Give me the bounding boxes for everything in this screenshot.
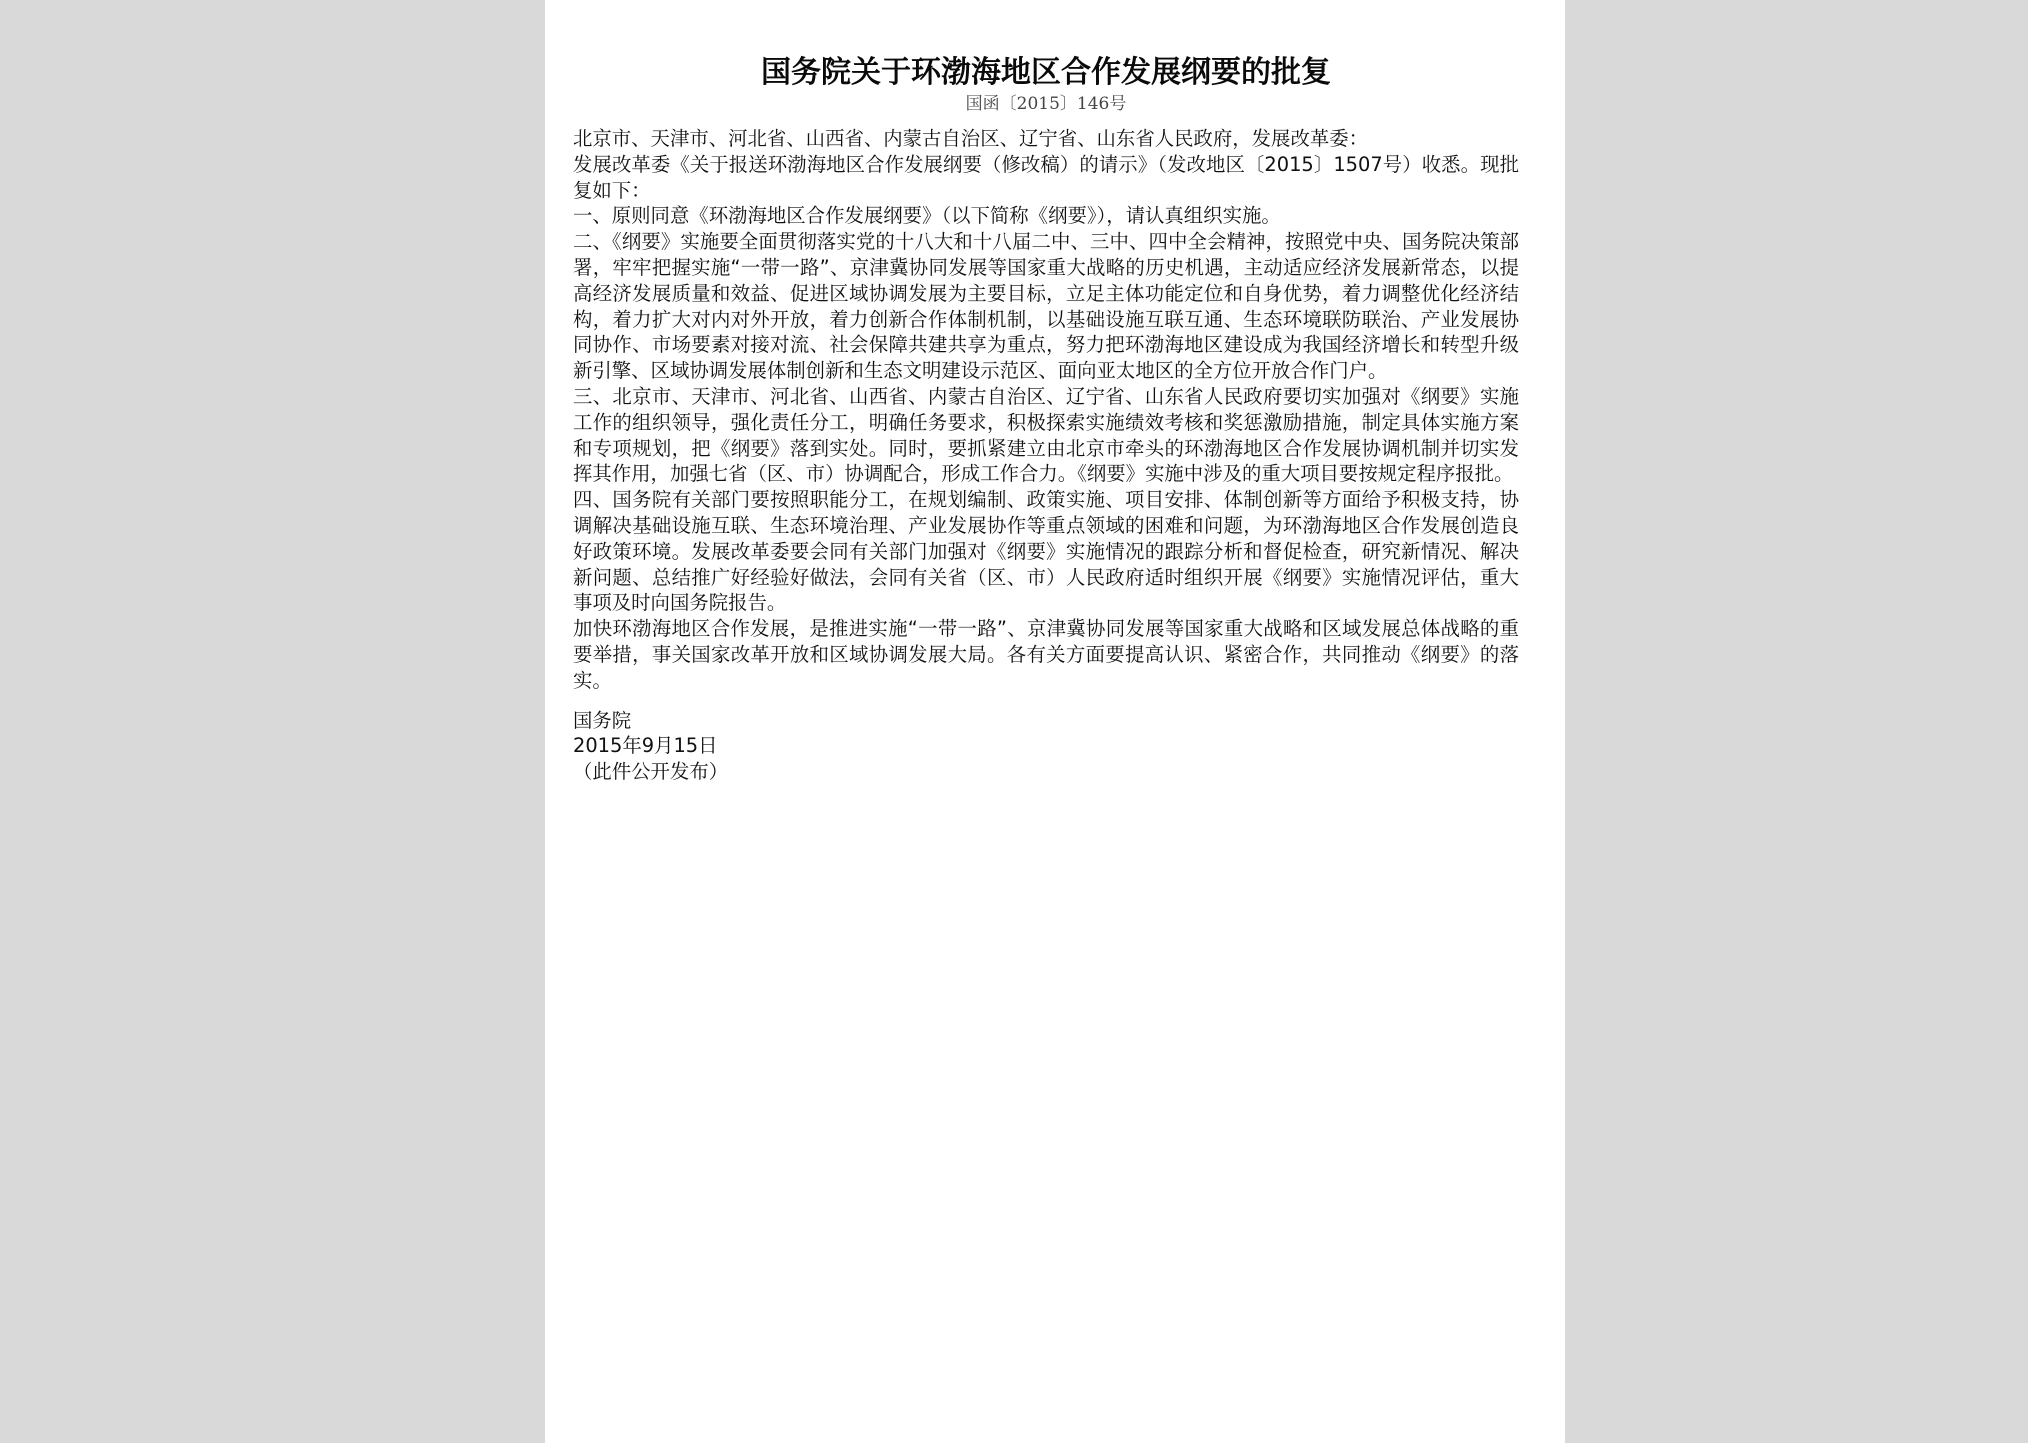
- paragraph-1: 一、原则同意《环渤海地区合作发展纲要》（以下简称《纲要》），请认真组织实施。: [573, 204, 1281, 228]
- signature-block: [573, 708, 1519, 785]
- document-number: 国函〔2015〕146号: [965, 94, 1127, 114]
- paragraph-intro: 发展改革委《关于报送环渤海地区合作发展纲要（修改稿）的请示》（发改地区〔2015〕1507号）收悉。现批复如下：: [573, 152, 1519, 202]
- document-page: [545, 0, 1565, 1443]
- document-body: [573, 126, 1519, 694]
- document-title: 国务院关于环渤海地区合作发展纲要的批复: [761, 55, 1331, 90]
- paragraph-2: 二、《纲要》实施要全面贯彻落实党的十八大和十八届二中、三中、四中全会精神，按照党中央、国务院决策部署，牢牢把握实施“一带一路”、京津冀协同发展等国家重大战略的历史机遇，主动适应经济发展新常态，以提高经济发展质量和效益、促进区域协调发展为主要目标，立足主体功能定位和自身优势，着力调整优化经济结构，着力扩大对内对外开放，着力创新合作体制机制，以基础设施互联互通、生态环境联防联治、产业发展协同协作、市场要素对接对流、社会保障共建共享为重点，努力把环渤海地区建设成为我国经济增长和转型升级新引擎、区域协调发展体制创新和生态文明建设示范区、面向亚太地区的全方位开放合作门户。: [573, 230, 1519, 383]
- paragraph-3: 三、北京市、天津市、河北省、山西省、内蒙古自治区、辽宁省、山东省人民政府要切实加强对《纲要》实施工作的组织领导，强化责任分工，明确任务要求，积极探索实施绩效考核和奖惩激励措施，制定具体实施方案和专项规划，把《纲要》落到实处。同时，要抓紧建立由北京市牵头的环渤海地区合作发展协调机制并切实发挥其作用，加强七省（区、市）协调配合，形成工作合力。《纲要》实施中涉及的重大项目要按规定程序报批。: [573, 384, 1519, 486]
- addressee-line: 北京市、天津市、河北省、山西省、内蒙古自治区、辽宁省、山东省人民政府，发展改革委：: [573, 127, 1369, 150]
- paragraph-closing: 加快环渤海地区合作发展，是推进实施“一带一路”、京津冀协同发展等国家重大战略和区域发展总体战略的重要举措，事关国家改革开放和区域协调发展大局。各有关方面要提高认识、紧密合作，共同推动《纲要》的落实。: [573, 617, 1519, 692]
- issuer: 国务院: [573, 708, 632, 732]
- issue-date: 2015年9月15日: [573, 734, 718, 758]
- paragraph-4: 四、国务院有关部门要按照职能分工，在规划编制、政策实施、项目安排、体制创新等方面给予积极支持，协调解决基础设施互联、生态环境治理、产业发展协作等重点领域的困难和问题，为环渤海地区合作发展创造良好政策环境。发展改革委要会同有关部门加强对《纲要》实施情况的跟踪分析和督促检查，研究新情况、解决新问题、总结推广好经验好做法，会同有关省（区、市）人民政府适时组织开展《纲要》实施情况评估，重大事项及时向国务院报告。: [573, 488, 1519, 615]
- publication-note: （此件公开发布）: [573, 760, 729, 784]
